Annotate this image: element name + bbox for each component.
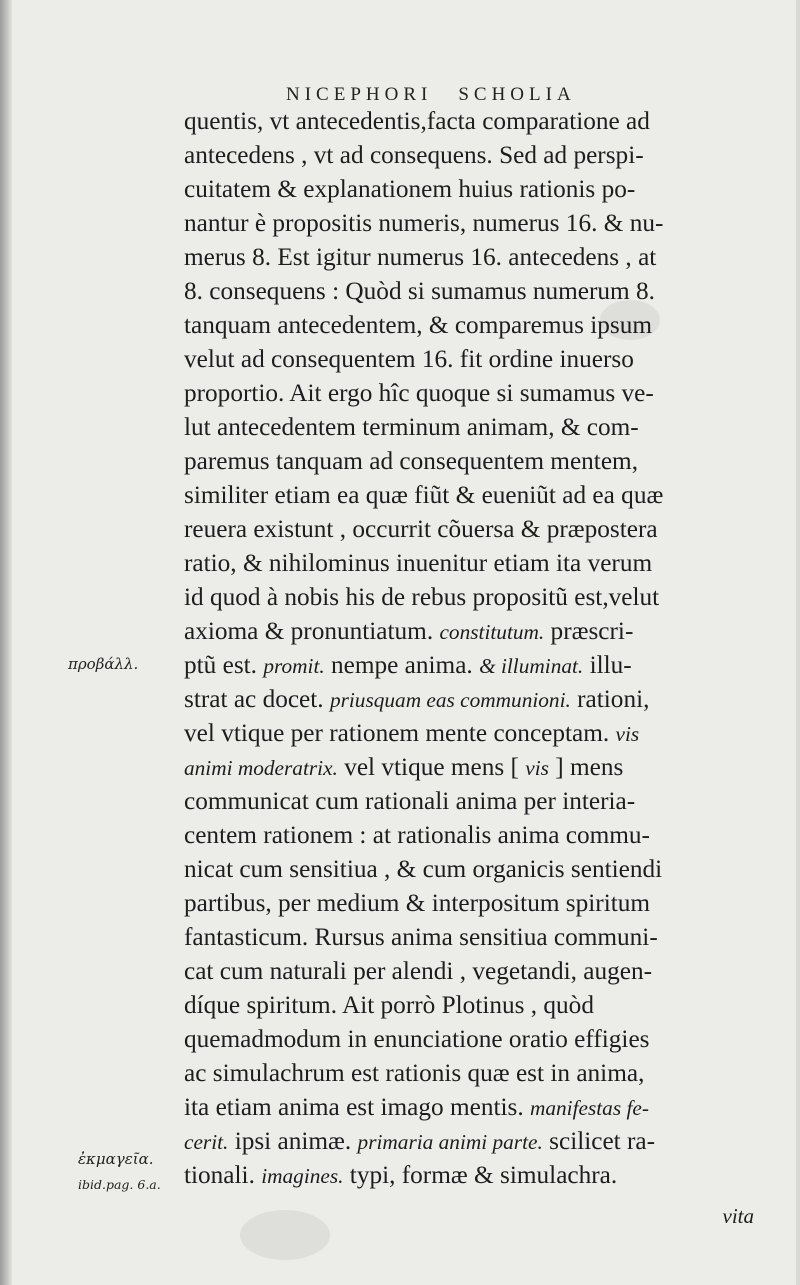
text-line [184, 716, 749, 750]
text-segment: nicat cum sensitiua , & cum organicis sentiendi [184, 854, 663, 883]
text-segment: scilicet ra- [542, 1126, 656, 1155]
text-line [184, 1124, 749, 1158]
text-line [184, 308, 749, 342]
text-segment: ac simulachrum est rationis quæ est in anima, [184, 1058, 645, 1087]
text-line [184, 682, 749, 716]
text-segment: quemadmodum in enunciatione oratio effigies [184, 1024, 650, 1053]
running-head [286, 84, 646, 106]
text-segment: ipsi animæ. [228, 1126, 358, 1155]
text-segment: præscri- [544, 616, 634, 645]
text-segment: tanquam antecedentem, & comparemus ipsum [184, 310, 653, 339]
text-line [184, 274, 749, 308]
text-line [184, 342, 749, 376]
text-line [184, 818, 749, 852]
italic-gloss: priusquam eas communioni. [329, 688, 571, 712]
body-text [184, 104, 754, 1192]
text-segment: ptũ est. [184, 650, 264, 679]
text-segment: vel vtique mens [ [337, 752, 526, 781]
text-segment: nantur è propositis numeris, numerus 16. & nu- [184, 208, 664, 237]
italic-gloss: cerit. [184, 1130, 229, 1154]
running-head-title: SCHOLIA [458, 84, 576, 105]
text-segment: vel vtique per rationem mente conceptam. [184, 718, 616, 747]
text-line [184, 1022, 749, 1056]
page-edge [796, 0, 800, 1285]
text-segment: fantasticum. Rursus anima sensitiua communi- [184, 922, 658, 951]
text-segment: díque spiritum. Ait porrò Plotinus , quòd [184, 990, 594, 1019]
margin-note-reference: ibid.pag. 6.a. [78, 1177, 161, 1192]
italic-gloss: imagines. [261, 1164, 344, 1188]
text-line [184, 614, 749, 648]
text-segment: ] mens [548, 752, 624, 781]
text-segment: nempe anima. [324, 650, 480, 679]
text-line [184, 750, 749, 784]
text-segment: id quod à nobis his de rebus propositũ est,velut [184, 582, 660, 611]
text-line [184, 546, 749, 580]
text-segment: rationi, [570, 684, 650, 713]
text-segment: lut antecedentem terminum animam, & com- [184, 412, 639, 441]
text-segment: axioma & pronuntiatum. [184, 616, 440, 645]
text-segment: merus 8. Est igitur numerus 16. antecedens , at [184, 242, 657, 271]
text-segment: cat cum naturali per alendi , vegetandi, augen- [184, 956, 652, 985]
text-segment: antecedens , vt ad consequens. Sed ad perspi- [184, 140, 644, 169]
text-segment: proportio. Ait ergo hîc quoque si sumamus ve- [184, 378, 654, 407]
text-line [184, 138, 749, 172]
text-segment: ita etiam anima est imago mentis. [184, 1092, 530, 1121]
text-segment: paremus tanquam ad consequentem mentem, [184, 446, 639, 475]
text-segment: strat ac docet. [184, 684, 330, 713]
text-line [184, 512, 749, 546]
text-line [184, 206, 749, 240]
text-line [184, 784, 749, 818]
italic-gloss: promit. [263, 654, 325, 678]
text-line [184, 410, 749, 444]
text-line [184, 920, 749, 954]
text-segment: communicat cum rationali anima per interia- [184, 786, 636, 815]
text-line [184, 886, 749, 920]
italic-gloss: vis [615, 722, 640, 746]
italic-gloss: animi moderatrix. [184, 756, 338, 780]
text-segment: reuera existunt , occurrit cõuersa & præpostera [184, 514, 658, 543]
italic-gloss: vis [525, 756, 549, 780]
text-segment: ratio, & nihilominus inuenitur etiam ita verum [184, 548, 653, 577]
margin-note-greek: ἐκμαγεῖα. [78, 1150, 154, 1168]
running-head-author: NICEPHORI [286, 84, 433, 105]
text-line [184, 478, 749, 512]
text-segment: illu- [583, 650, 632, 679]
catchword: vita [722, 1204, 754, 1228]
text-line [184, 1090, 749, 1124]
text-line [184, 172, 749, 206]
text-line [184, 104, 749, 138]
text-segment: similiter etiam ea quæ fiũt & eueniũt ad ea quæ [184, 480, 664, 509]
text-line [184, 580, 749, 614]
text-line [184, 1158, 749, 1192]
text-segment: partibus, per medium & interpositum spiritum [184, 888, 651, 917]
text-segment: tionali. [184, 1160, 262, 1189]
text-segment: velut ad consequentem 16. fit ordine inuerso [184, 344, 634, 373]
text-segment: typi, formæ & simulachra. [343, 1160, 618, 1189]
text-line [184, 954, 749, 988]
paper-stain [240, 1210, 330, 1260]
text-segment: quentis, vt antecedentis,facta comparatione ad [184, 106, 650, 135]
italic-gloss: & illuminat. [479, 654, 584, 678]
text-segment: 8. consequens : Quòd si sumamus numerum 8. [184, 276, 655, 305]
binding-shadow [0, 0, 12, 1285]
text-line [184, 444, 749, 478]
text-line [184, 852, 749, 886]
text-line [184, 376, 749, 410]
italic-gloss: primaria animi parte. [357, 1130, 543, 1154]
text-line [184, 240, 749, 274]
text-line [184, 1056, 749, 1090]
italic-gloss: manifestas fe- [529, 1096, 649, 1120]
text-line [184, 988, 749, 1022]
text-segment: centem rationem : at rationalis anima commu- [184, 820, 650, 849]
margin-note-greek: προβάλλ. [68, 655, 139, 673]
text-line [184, 648, 749, 682]
text-segment: cuitatem & explanationem huius rationis po- [184, 174, 636, 203]
italic-gloss: constitutum. [439, 620, 545, 644]
